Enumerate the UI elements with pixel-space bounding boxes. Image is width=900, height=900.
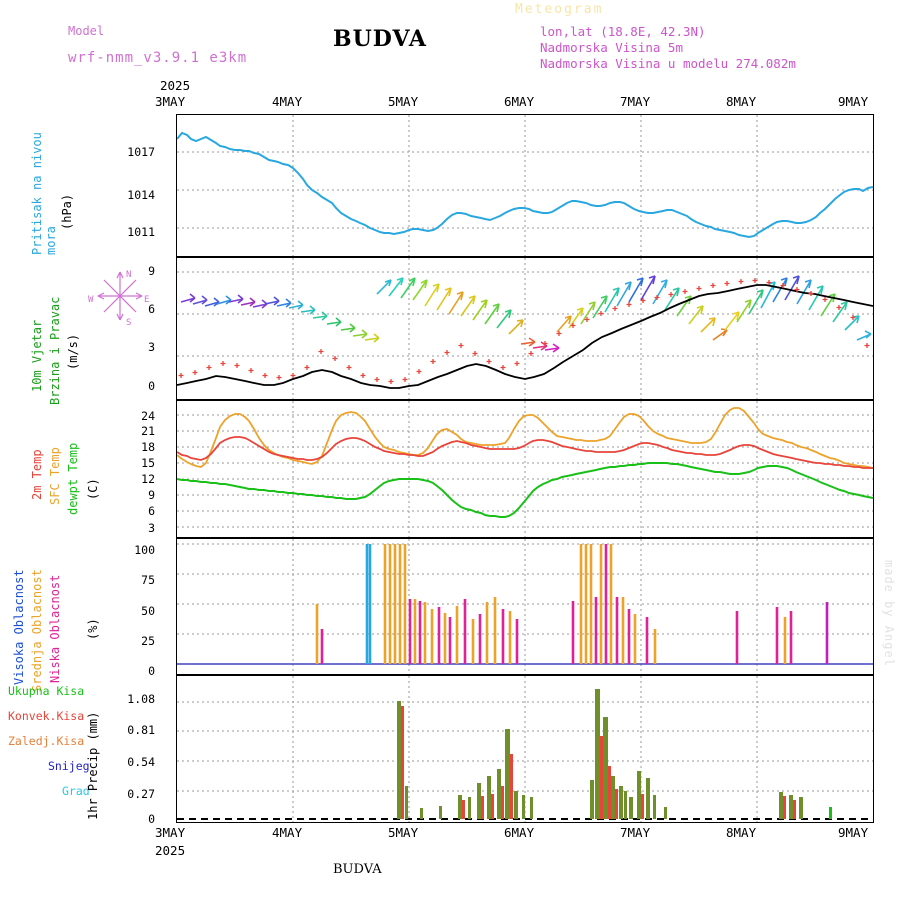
wind-ytick-3: 3 <box>148 340 155 354</box>
wind-ytick-0: 0 <box>148 379 155 393</box>
pressure-axis-label: Pritisak na nivou mora <box>30 132 58 255</box>
cloud-legend-mid: Srednja Oblacnost <box>30 569 44 692</box>
axis-tick-top-6: 9MAY <box>838 94 869 109</box>
temp-units-label: (C) <box>86 478 100 500</box>
chart-panel-precip[interactable] <box>176 675 874 823</box>
compass-rose-icon <box>92 268 148 328</box>
compass-e-label: E <box>144 295 150 305</box>
wind-ytick-9: 9 <box>148 264 155 278</box>
lonlat-text: lon,lat (18.8E, 42.3N) <box>540 24 706 39</box>
axis-tick-top-1: 4MAY <box>272 94 303 109</box>
axis-year-top: 2025 <box>160 78 191 93</box>
axis-tick-bot-5: 8MAY <box>726 825 757 840</box>
axis-tick-bot-3: 6MAY <box>504 825 535 840</box>
axis-tick-top-5: 8MAY <box>726 94 757 109</box>
axis-tick-top-4: 7MAY <box>620 94 651 109</box>
axis-tick-bot-6: 9MAY <box>838 825 869 840</box>
axis-year-bottom: 2025 <box>155 843 186 858</box>
cloud-ytick-100: 100 <box>134 543 155 557</box>
precip-legend-total: Ukupna Kisa <box>8 684 85 698</box>
temp-legend-sfc: SFC Temp <box>48 447 62 505</box>
temp-ytick-18: 18 <box>141 440 155 454</box>
temp-ytick-6: 6 <box>148 504 155 518</box>
cloud-ytick-50: 50 <box>141 604 155 618</box>
axis-tick-bot-0: 3MAY <box>155 825 186 840</box>
temp-legend-2m: 2m Temp <box>30 449 44 500</box>
temp-ytick-12: 12 <box>141 472 155 486</box>
cloud-ytick-75: 75 <box>141 573 155 587</box>
credit-watermark: made by Angel <box>882 560 896 667</box>
chart-panel-clouds[interactable] <box>176 538 874 675</box>
cloud-ytick-0: 0 <box>148 664 155 678</box>
precip-legend-freezing: Zaledj.Kisa <box>8 734 85 748</box>
cloud-legend-low: Niska Oblacnost <box>48 574 62 683</box>
axis-tick-bot-4: 7MAY <box>620 825 651 840</box>
chart-panel-wind[interactable] <box>176 257 874 400</box>
precip-ytick-054: 0.54 <box>127 755 155 769</box>
cloud-ytick-25: 25 <box>141 634 155 648</box>
station-metadata <box>540 24 796 72</box>
pressure-ytick-1014: 1014 <box>127 188 155 202</box>
wind-axis-label-1: 10m Vjetar <box>30 319 44 392</box>
chart-panel-temperature[interactable] <box>176 400 874 538</box>
pressure-ytick-1011: 1011 <box>127 225 155 239</box>
chart-panel-pressure[interactable] <box>176 114 874 257</box>
cloud-units-label: (%) <box>86 618 100 640</box>
wind-units-label: (m/s) <box>66 333 80 370</box>
temp-legend-dewpt: dewpt Temp <box>66 442 80 515</box>
temp-ytick-24: 24 <box>141 409 155 423</box>
model-label: Model <box>68 24 105 38</box>
precip-units-label: 1hr Precip (mm) <box>86 711 100 820</box>
axis-tick-bot-2: 5MAY <box>388 825 419 840</box>
temp-ytick-9: 9 <box>148 488 155 502</box>
wind-axis-label-2: Brzina i Pravac <box>48 296 62 405</box>
precip-legend-hail: Grad <box>62 784 90 798</box>
compass-s-label: S <box>126 318 132 328</box>
precip-ytick-027: 0.27 <box>127 787 155 801</box>
compass-n-label: N <box>126 270 132 280</box>
precip-legend-convective: Konvek.Kisa <box>8 709 85 723</box>
meteogram-title: Meteogram <box>515 2 604 17</box>
elevation-model-text: Nadmorska Visina u modelu 274.082m <box>540 56 796 71</box>
bottom-station-label: BUDVA <box>333 862 382 877</box>
elevation-real-text: Nadmorska Visina 5m <box>540 40 683 55</box>
temp-ytick-3: 3 <box>148 521 155 535</box>
page-title: BUDVA <box>333 26 427 52</box>
precip-ytick-081: 0.81 <box>127 723 155 737</box>
axis-tick-top-2: 5MAY <box>388 94 419 109</box>
pressure-ytick-1017: 1017 <box>127 145 155 159</box>
axis-tick-top-0: 3MAY <box>155 94 186 109</box>
axis-tick-top-3: 6MAY <box>504 94 535 109</box>
precip-ytick-108: 1.08 <box>127 692 155 706</box>
temp-ytick-21: 21 <box>141 424 155 438</box>
wind-ytick-6: 6 <box>148 302 155 316</box>
cloud-legend-high: Visoka Oblacnost <box>12 569 26 685</box>
precip-legend-snow: Snijeg <box>48 759 90 773</box>
axis-tick-bot-1: 4MAY <box>272 825 303 840</box>
pressure-units-label: (hPa) <box>60 193 74 230</box>
model-name: wrf-nmm_v3.9.1 e3km <box>68 50 248 66</box>
precip-ytick-0: 0 <box>148 812 155 826</box>
compass-w-label: W <box>88 295 94 305</box>
temp-ytick-15: 15 <box>141 456 155 470</box>
